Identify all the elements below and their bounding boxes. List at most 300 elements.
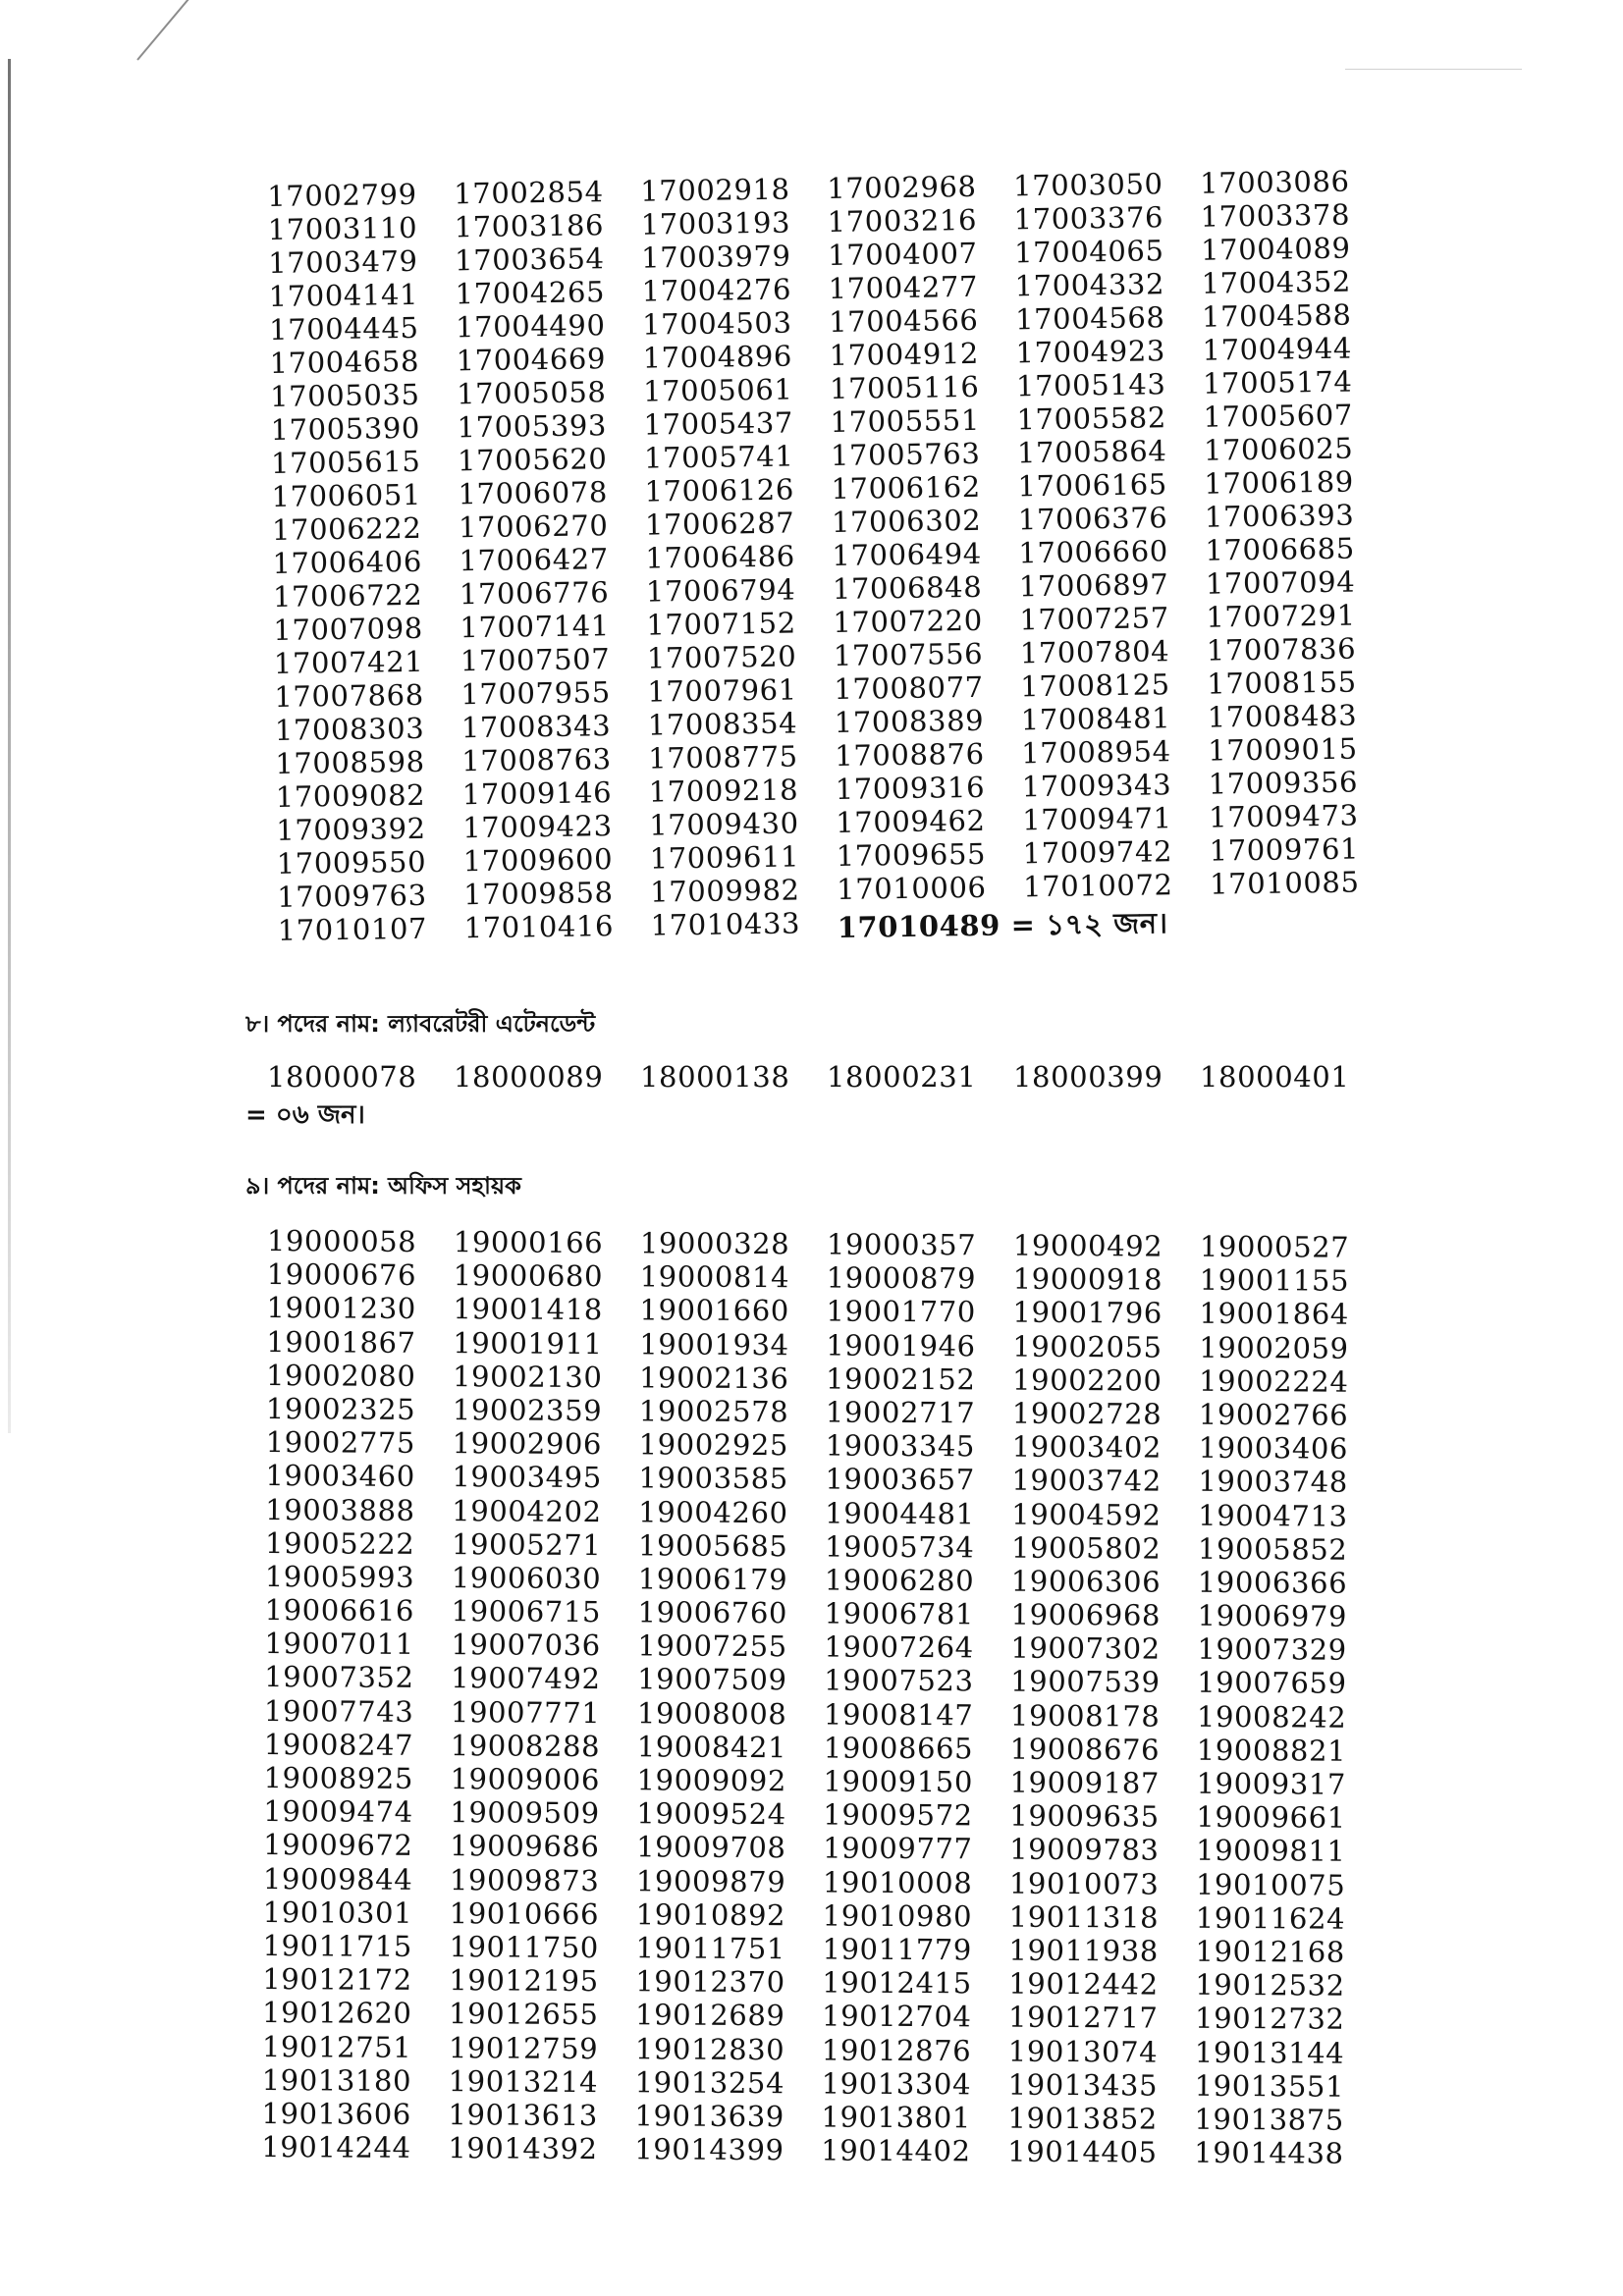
roll-number: 17003050: [1012, 167, 1163, 203]
roll-number: 19007329: [1197, 1632, 1347, 1667]
roll-number: 19002359: [452, 1393, 603, 1428]
roll-number: 17009146: [461, 775, 613, 812]
roll-number: 19003657: [825, 1462, 975, 1497]
roll-number: 19014438: [1194, 2135, 1344, 2170]
roll-number: 19012195: [449, 1963, 599, 1999]
roll-number: 19003742: [1011, 1463, 1162, 1498]
roll-number: 19012876: [821, 2032, 972, 2067]
roll-number: 19009524: [636, 1796, 786, 1832]
roll-number: 17009471: [1021, 801, 1172, 837]
roll-number: 17008876: [835, 736, 985, 773]
roll-number: 19012442: [1008, 1966, 1159, 2002]
roll-number: 19005802: [1010, 1530, 1162, 1566]
roll-number: 17009392: [276, 811, 426, 847]
roll-number: 17006165: [1017, 467, 1168, 504]
roll-number: 17006302: [831, 503, 982, 540]
roll-number: 19009006: [450, 1762, 601, 1797]
roll-number: 19012370: [635, 1964, 785, 2000]
roll-number: 19002325: [265, 1391, 416, 1426]
roll-number: 19008925: [263, 1760, 414, 1795]
roll-number: 19006715: [451, 1594, 602, 1629]
roll-number: 17009858: [462, 876, 614, 912]
roll-number: 17004332: [1014, 267, 1165, 303]
roll-number: 17002918: [639, 172, 790, 208]
roll-number: 19006179: [637, 1562, 788, 1597]
roll-number: 19005993: [264, 1559, 415, 1594]
roll-number: 17009218: [648, 773, 799, 809]
roll-number: 17010085: [1209, 865, 1360, 901]
roll-number: 17002799: [267, 177, 417, 213]
section-9-heading: ৯। পদের নাম: অফিস সহায়ক: [245, 1172, 521, 1200]
roll-number: 19000918: [1012, 1261, 1163, 1297]
roll-number: 19001946: [826, 1328, 976, 1362]
roll-number: 17009473: [1208, 798, 1359, 834]
roll-number: 17005061: [642, 372, 793, 408]
roll-number: 19009509: [450, 1795, 600, 1831]
roll-number: 19003495: [452, 1460, 602, 1495]
roll-number: 19002728: [1011, 1396, 1163, 1431]
roll-number: 19003748: [1198, 1465, 1348, 1500]
roll-number: 19001418: [453, 1292, 603, 1327]
roll-number: 17005615: [270, 444, 421, 480]
roll-number: 19013214: [448, 2063, 599, 2099]
roll-number: 19003888: [265, 1492, 415, 1527]
roll-number: 17006162: [831, 469, 982, 507]
roll-number: 19009317: [1196, 1766, 1347, 1801]
roll-number: 19004592: [1011, 1497, 1162, 1532]
roll-number: 19007659: [1197, 1666, 1347, 1701]
roll-number: 19008676: [1009, 1732, 1161, 1767]
roll-number: 19003402: [1011, 1429, 1163, 1465]
roll-number: 19002055: [1012, 1329, 1163, 1364]
roll-number: 17007804: [1019, 634, 1170, 670]
roll-number: 17007098: [273, 611, 424, 647]
roll-number: 19002224: [1198, 1363, 1349, 1399]
roll-number: 17004141: [268, 277, 419, 313]
roll-number: 17005393: [457, 408, 608, 445]
roll-number: 17009982: [649, 873, 800, 909]
roll-number: 17006051: [271, 477, 422, 513]
roll-number: 19004713: [1198, 1498, 1348, 1533]
roll-number: 19000814: [639, 1259, 790, 1295]
roll-number: 17005551: [830, 402, 981, 440]
roll-number: 19001230: [266, 1291, 416, 1326]
roll-number: 17009430: [648, 806, 799, 842]
roll-number: 19009708: [636, 1830, 786, 1865]
section-8-heading: ৮। পদের নাম: ল্যাবরেটরী এটেনডেন্ট: [245, 1010, 596, 1038]
roll-number: 17004658: [269, 344, 420, 380]
roll-number: 17005390: [270, 410, 421, 447]
roll-number: 17005582: [1016, 400, 1167, 437]
roll-number: 17010006: [836, 870, 987, 906]
roll-number: 19000166: [453, 1225, 604, 1260]
roll-number: 19004481: [825, 1495, 975, 1530]
scan-edge-mark: [8, 59, 11, 1433]
roll-number: 19006968: [1010, 1597, 1162, 1632]
roll-number: 17010072: [1022, 868, 1173, 904]
roll-number: 19013254: [634, 2064, 785, 2100]
roll-number: 19013435: [1007, 2067, 1159, 2103]
roll-number: 19012830: [634, 2031, 785, 2066]
roll-number: 17006794: [645, 572, 796, 609]
roll-number: 17006494: [832, 536, 983, 573]
roll-number: 19009686: [450, 1829, 600, 1864]
roll-number: 17004065: [1013, 234, 1164, 270]
roll-number: 17007094: [1205, 564, 1356, 601]
roll-number: 19011318: [1008, 1899, 1160, 1935]
roll-number: 17004503: [641, 305, 792, 342]
roll-number: 19009150: [823, 1764, 974, 1799]
roll-number: 19010008: [822, 1865, 973, 1899]
roll-number: 19012655: [448, 1997, 599, 2032]
roll-number: 17007220: [833, 603, 983, 639]
roll-number: 19002906: [452, 1426, 603, 1462]
roll-number: 17005437: [643, 405, 794, 442]
roll-number: 17006189: [1204, 464, 1355, 501]
roll-number: 17006376: [1017, 501, 1168, 537]
roll-number: 17005116: [829, 369, 980, 406]
roll-number: 19001796: [1012, 1296, 1163, 1330]
roll-number: 17005763: [830, 436, 981, 473]
roll-number: 19009777: [823, 1831, 973, 1866]
roll-number: 17004265: [455, 275, 606, 311]
roll-number: 19002717: [825, 1395, 976, 1430]
roll-number: 19005222: [264, 1525, 415, 1561]
roll-number: 19000879: [826, 1260, 977, 1296]
roll-number: 19007255: [637, 1629, 787, 1664]
roll-number: 19002925: [638, 1427, 789, 1463]
roll-number: 17009600: [462, 842, 614, 879]
roll-number: 19008421: [636, 1730, 787, 1765]
roll-number: 17004669: [456, 342, 607, 378]
roll-number: 19001770: [826, 1294, 976, 1329]
roll-number: 17007868: [274, 677, 424, 714]
roll-number: 19008242: [1196, 1699, 1347, 1735]
roll-number: 19009572: [823, 1797, 973, 1833]
roll-number: 19014244: [261, 2130, 411, 2164]
roll-number: 19010073: [1008, 1866, 1160, 1901]
roll-number: 19007036: [451, 1628, 601, 1663]
scan-faint-line: [1345, 69, 1522, 70]
roll-number: 17008155: [1207, 665, 1357, 701]
roll-number: 19014399: [634, 2132, 784, 2167]
roll-number: 19013613: [448, 2098, 598, 2132]
roll-number: 17007152: [646, 606, 797, 642]
roll-number: 19006280: [824, 1563, 975, 1598]
roll-number: 19013852: [1007, 2101, 1158, 2136]
roll-number: 19007509: [637, 1662, 787, 1697]
roll-number: 17004276: [641, 272, 792, 308]
roll-number: 19000676: [266, 1257, 417, 1293]
roll-number: 19011751: [635, 1931, 786, 1966]
roll-number: 17007291: [1206, 598, 1356, 634]
roll-number: 19007539: [1010, 1665, 1161, 1700]
roll-number: 17003086: [1199, 164, 1350, 200]
roll-number: 17010489 = ১৭২ জন।: [837, 906, 1168, 944]
roll-number: 17008598: [275, 744, 425, 780]
roll-number: 19001864: [1199, 1297, 1349, 1332]
roll-number: 17007141: [460, 609, 611, 645]
roll-number: 17003193: [640, 205, 791, 241]
roll-number: 19013180: [261, 2062, 412, 2098]
roll-number: 17002968: [826, 169, 977, 206]
roll-number: 19002080: [265, 1358, 416, 1393]
roll-number: 17005035: [269, 377, 420, 413]
roll-number: 17008343: [460, 709, 612, 745]
roll-number: 17005174: [1202, 364, 1353, 400]
roll-number: 17009761: [1209, 831, 1360, 868]
roll-number: 17008389: [834, 703, 985, 739]
roll-number: 19008008: [636, 1695, 787, 1731]
roll-number: 17007961: [647, 672, 797, 709]
scan-pen-stroke: [136, 0, 233, 61]
roll-number: 17007257: [1019, 601, 1169, 637]
roll-number: 19013144: [1194, 2035, 1345, 2070]
roll-number: 19001660: [639, 1293, 789, 1328]
roll-number: 19005852: [1197, 1531, 1348, 1567]
roll-number: 19000328: [639, 1226, 790, 1261]
roll-number: 19001867: [266, 1324, 416, 1360]
roll-number: 17008125: [1020, 667, 1170, 704]
roll-number: 19002200: [1011, 1362, 1163, 1398]
roll-number: 19013639: [634, 2099, 784, 2134]
roll-number: 19007743: [263, 1693, 414, 1729]
roll-number: 19010980: [822, 1898, 973, 1934]
roll-number: 17009423: [462, 809, 613, 845]
roll-number: 19013074: [1007, 2034, 1159, 2069]
roll-number: 17003186: [454, 208, 605, 244]
roll-number: 17005143: [1015, 367, 1166, 403]
roll-number: 17008077: [834, 669, 984, 706]
roll-number: 19011750: [449, 1930, 600, 1965]
roll-number: 17006685: [1205, 531, 1355, 567]
roll-number: 19008247: [263, 1727, 414, 1762]
roll-number: 17009550: [276, 844, 427, 881]
roll-number: 17004568: [1014, 300, 1165, 337]
roll-number: 17007421: [273, 644, 424, 680]
roll-number: 19013801: [821, 2100, 971, 2135]
roll-number: 19003460: [265, 1459, 415, 1494]
roll-number: 19001934: [639, 1326, 789, 1362]
roll-number: 19010666: [449, 1896, 600, 1931]
roll-number: 17006722: [272, 577, 423, 614]
roll-number: 19009879: [635, 1863, 786, 1898]
roll-number: 17009462: [835, 803, 986, 839]
roll-number: 17002854: [453, 175, 604, 211]
roll-number: 19004202: [452, 1493, 602, 1528]
roll-number: 19008821: [1196, 1733, 1347, 1768]
roll-number: 19000058: [266, 1224, 417, 1258]
roll-number: 17006287: [644, 506, 795, 542]
roll-number: 19014405: [1007, 2134, 1158, 2169]
roll-number: 19014392: [448, 2131, 598, 2166]
roll-number: 17007836: [1206, 631, 1357, 667]
roll-number: 17003654: [454, 241, 605, 278]
section-8-total: = ০৬ জন।: [245, 1100, 365, 1130]
roll-number: 19002766: [1198, 1397, 1349, 1432]
roll-number: 19006760: [637, 1595, 788, 1630]
roll-number: 19012732: [1194, 2002, 1345, 2037]
roll-number: 19006979: [1197, 1598, 1348, 1633]
roll-number: 17008483: [1207, 698, 1358, 734]
roll-number: 17004352: [1201, 264, 1352, 300]
roll-number: 17008481: [1020, 701, 1171, 737]
roll-number: 19010892: [635, 1897, 786, 1932]
roll-number: 17003110: [267, 210, 418, 246]
roll-number: 17005607: [1203, 398, 1354, 434]
roll-number: 17006660: [1018, 534, 1169, 570]
roll-number: 17005741: [643, 439, 794, 475]
roll-number: 19006366: [1197, 1565, 1348, 1600]
roll-number: 19000492: [1012, 1228, 1163, 1263]
roll-number: 19013304: [821, 2066, 972, 2102]
roll-number: 18000399: [1013, 1060, 1163, 1094]
roll-number: 17009082: [275, 777, 426, 814]
roll-number: 17009015: [1207, 731, 1358, 768]
roll-number: 17009611: [649, 839, 800, 876]
roll-number: 19002136: [638, 1361, 789, 1395]
roll-number: 19014402: [821, 2133, 971, 2168]
roll-number: 19012759: [448, 2030, 599, 2065]
roll-number: 19008288: [450, 1728, 601, 1763]
roll-number: 17007507: [460, 642, 611, 678]
roll-number: 17006427: [459, 542, 610, 578]
roll-number: 17003378: [1200, 197, 1351, 234]
roll-number: 17008954: [1020, 734, 1171, 771]
roll-number: 19002775: [265, 1425, 416, 1461]
roll-number: 19012717: [1007, 2000, 1159, 2035]
roll-number: 19005685: [637, 1528, 788, 1563]
roll-number: 19009635: [1009, 1798, 1160, 1834]
roll-number: 17004089: [1200, 231, 1351, 267]
roll-number: 19012704: [821, 1999, 972, 2034]
roll-number: 19011938: [1008, 1933, 1160, 1968]
roll-number: 19001911: [453, 1325, 603, 1361]
roll-number: 18000401: [1200, 1060, 1350, 1094]
roll-number: 17004944: [1202, 331, 1353, 367]
roll-number: 19010075: [1195, 1867, 1346, 1902]
roll-number: 19010301: [262, 1895, 413, 1930]
roll-number: 19011715: [262, 1928, 413, 1963]
roll-number: 19002152: [825, 1362, 976, 1397]
roll-number: 17006025: [1203, 431, 1354, 467]
roll-number: 17004566: [828, 302, 979, 340]
roll-number: 19005271: [451, 1526, 602, 1562]
roll-number: 19012172: [262, 1962, 412, 1998]
roll-number: 17005058: [456, 375, 607, 411]
roll-number: 19002578: [638, 1394, 789, 1429]
section-8-id-grid: [267, 1060, 1386, 1094]
roll-number: 17005864: [1016, 434, 1167, 470]
roll-number: 19013875: [1194, 2102, 1344, 2137]
roll-number: 19009187: [1009, 1765, 1161, 1800]
roll-number: 17006776: [459, 575, 610, 612]
roll-number: 17008354: [647, 706, 798, 742]
roll-number: 19012168: [1195, 1934, 1346, 1969]
roll-number: 19009783: [1009, 1833, 1160, 1867]
roll-number: 19006030: [451, 1561, 602, 1595]
roll-number: 17009742: [1022, 834, 1173, 871]
roll-number: 19012620: [261, 1996, 412, 2031]
roll-number: 17006393: [1204, 498, 1355, 534]
roll-number: 19011779: [822, 1932, 973, 1967]
roll-number: 17009763: [276, 878, 427, 914]
roll-number: 19009672: [263, 1828, 413, 1863]
roll-number: 17004007: [827, 236, 978, 273]
roll-number: 17008775: [648, 739, 798, 775]
roll-number: 19009474: [263, 1794, 413, 1830]
roll-number: 17007520: [646, 639, 797, 675]
roll-number: 17006848: [832, 569, 983, 606]
roll-number: 17006078: [458, 475, 609, 511]
roll-number: 18000231: [827, 1060, 977, 1094]
roll-number: 17004912: [829, 336, 980, 373]
roll-number: 19003406: [1198, 1430, 1349, 1466]
roll-number: 19012532: [1195, 1967, 1345, 2002]
roll-number: 19009661: [1196, 1799, 1346, 1835]
roll-number: 19006306: [1010, 1564, 1162, 1599]
roll-number: 17010433: [650, 906, 801, 942]
roll-number: 19007302: [1010, 1630, 1161, 1666]
roll-number: 19001155: [1199, 1262, 1350, 1298]
roll-number: 19000680: [453, 1258, 604, 1294]
roll-number: 17008763: [461, 742, 612, 778]
roll-number: 19007523: [824, 1663, 974, 1698]
roll-number: 19009873: [449, 1862, 600, 1897]
section-7-id-grid: [267, 164, 1397, 947]
section-9-id-grid: [261, 1224, 1386, 2170]
roll-number: 17010107: [277, 911, 428, 947]
roll-number: 19004260: [638, 1494, 788, 1529]
roll-number: 19000527: [1199, 1229, 1350, 1264]
roll-number: 19008178: [1009, 1698, 1161, 1734]
roll-number: 19007771: [450, 1694, 601, 1730]
roll-number: 17004445: [268, 310, 419, 347]
roll-number: 17004588: [1201, 297, 1352, 334]
roll-number: 18000089: [454, 1060, 604, 1094]
roll-number: 19007264: [824, 1629, 974, 1665]
roll-number: 17009343: [1021, 768, 1172, 804]
roll-number: 17006222: [271, 510, 422, 547]
roll-number: 19012415: [822, 1965, 972, 2001]
roll-number: 18000078: [267, 1060, 417, 1094]
roll-number: 19007492: [451, 1661, 601, 1696]
roll-number: 19013606: [261, 2096, 411, 2131]
roll-number: 19003585: [638, 1461, 788, 1496]
roll-number: 19009092: [636, 1763, 787, 1798]
roll-number: 17006406: [272, 544, 423, 580]
roll-number: 19005734: [824, 1529, 975, 1565]
roll-number: 19000357: [826, 1227, 977, 1262]
roll-number: 17003216: [827, 202, 978, 240]
roll-number: 19008147: [823, 1697, 974, 1733]
roll-number: 17007955: [460, 675, 611, 712]
roll-number: 19006781: [824, 1596, 975, 1631]
roll-number: 17009316: [835, 770, 986, 806]
roll-number: 19007352: [264, 1660, 414, 1695]
roll-number: 17004896: [642, 339, 793, 375]
roll-number: 19002059: [1199, 1330, 1349, 1365]
roll-number: 19002130: [452, 1359, 603, 1394]
roll-number: 17006897: [1018, 567, 1169, 604]
roll-number: 17004923: [1015, 334, 1166, 370]
roll-number: 17008303: [274, 711, 425, 747]
roll-number: 17010416: [463, 909, 615, 945]
roll-number: 18000138: [640, 1060, 790, 1094]
roll-number: 17003376: [1013, 200, 1164, 237]
roll-number: 19008665: [823, 1731, 974, 1766]
roll-number: 17004277: [828, 269, 979, 306]
